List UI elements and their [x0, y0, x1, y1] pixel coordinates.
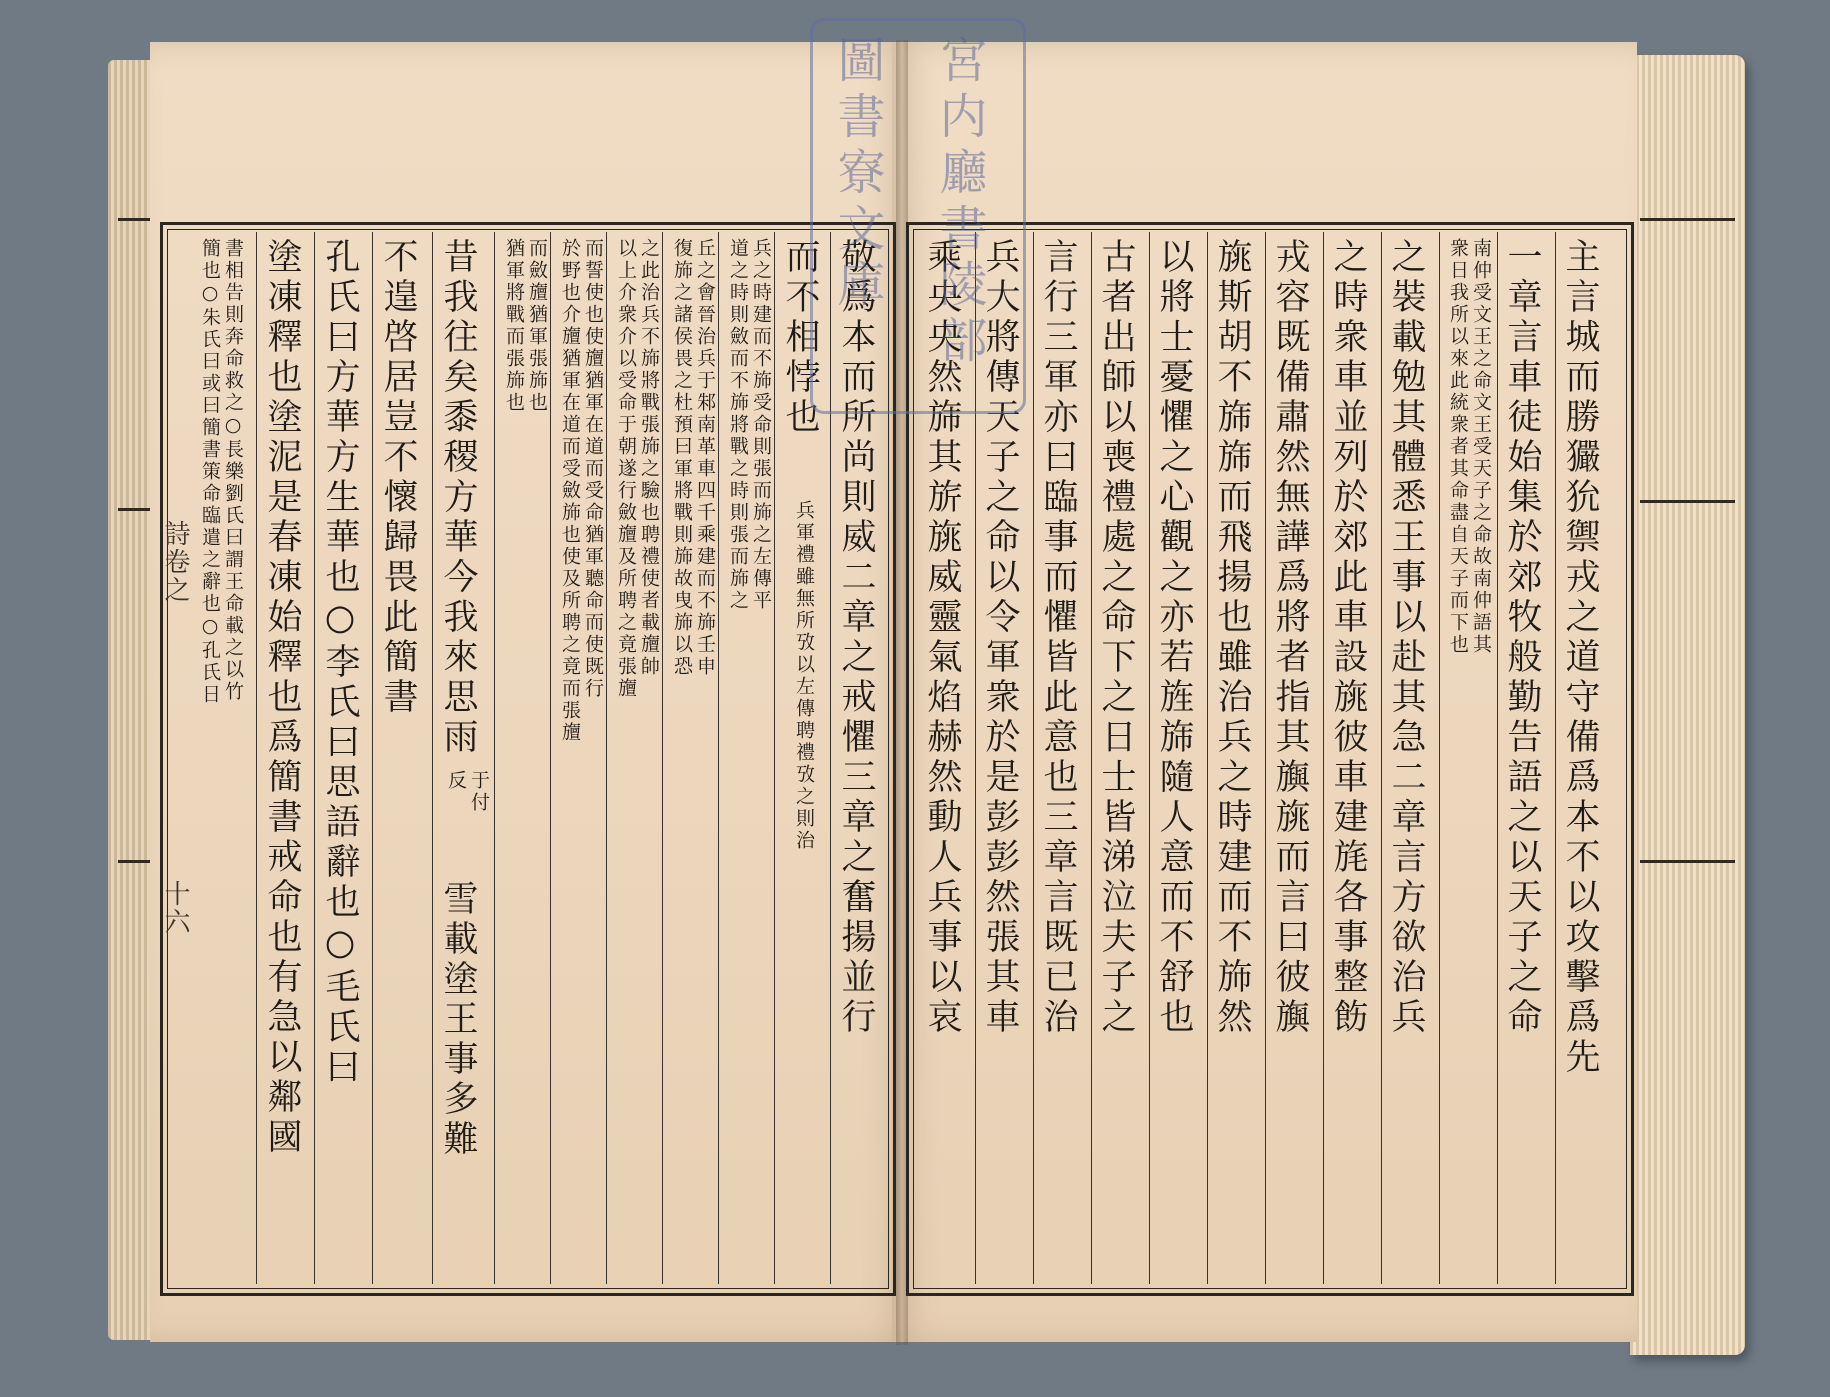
text-column: 敬爲本而所尚則威二章之戒懼三章之奮揚並行	[836, 238, 876, 1038]
commentary-column	[200, 238, 242, 1278]
text-column: 雪載塗王事多難	[438, 880, 478, 1160]
commentary-line: 兵軍禮雖無所攷以左傳聘禮攷之則治	[793, 500, 815, 852]
commentary-line: 而誓使也使旜猶軍在道而受命猶軍聽命而使既行	[582, 238, 604, 700]
text-column: 昔我往矣黍稷方華今我來思雨	[438, 238, 478, 758]
right-page-block-edge	[1630, 55, 1745, 1355]
text-column: 之時衆車並列於郊此車設旐彼車建旄各事整飭	[1328, 238, 1368, 1038]
stamp-text: 圖書寮文庫	[829, 35, 885, 315]
column-rule	[372, 232, 373, 1284]
commentary-column	[560, 238, 602, 1278]
text-column: 主言城而勝玁狁禦戎之道守備爲本不以攻擊爲先	[1560, 238, 1600, 1078]
commentary-line: 簡也○朱氏曰或曰簡書策命臨遣之辭也○孔氏日	[199, 238, 221, 706]
column-rule	[1149, 232, 1150, 1284]
margin-label: 詩卷之	[160, 520, 190, 604]
column-rule	[1207, 232, 1208, 1284]
commentary-line: 於野也介旜猶軍在道而受斂斾也使及所聘之竟而張旜	[559, 238, 581, 744]
column-rule	[1091, 232, 1092, 1284]
text-column: 孔氏曰方華方生華也○李氏曰思語辭也○毛氏曰	[320, 238, 360, 1088]
column-rule	[550, 232, 551, 1284]
stamp-text: 宮内廳書陵部	[931, 35, 987, 371]
column-rule	[606, 232, 607, 1284]
column-rule	[1555, 232, 1556, 1284]
edge-tick	[1640, 218, 1735, 221]
text-column: 塗凍釋也塗泥是春凍始釋也爲簡書戒命也有急以鄰國	[262, 238, 302, 1158]
margin-page-number: 十六	[160, 880, 190, 936]
column-rule	[1439, 232, 1440, 1284]
commentary-line: 反	[445, 770, 467, 792]
column-rule	[314, 232, 315, 1284]
commentary-column	[446, 770, 488, 850]
commentary-line: 之此治兵不斾將戰張斾之驗也聘禮使者載旜帥	[638, 238, 660, 678]
text-column: 之裝載勉其體悉王事以赴其急二章言方欲治兵	[1386, 238, 1426, 1038]
commentary-line: 而斂旜猶軍張斾也	[526, 238, 548, 414]
commentary-column	[672, 238, 714, 1278]
commentary-line: 南仲受文王之命文王受天子之命故南仲語其	[1470, 238, 1492, 656]
edge-tick	[1640, 860, 1735, 863]
commentary-line: 于付	[468, 770, 490, 814]
commentary-line: 猶軍將戰而張斾也	[503, 238, 525, 414]
commentary-line: 丘之會晉治兵于邾南革車四千乘建而不斾壬申	[694, 238, 716, 678]
commentary-line: 兵之時建而不斾受命則張而斾之左傳平	[750, 238, 772, 612]
column-rule	[662, 232, 663, 1284]
text-column: 乘央央然旆其旂旐威靈氣焰赫然動人兵事以哀	[922, 238, 962, 1038]
library-seal-stamp	[810, 18, 1026, 414]
text-column: 不遑啓居豈不懷歸畏此簡書	[378, 238, 418, 718]
commentary-column	[1448, 238, 1490, 1278]
column-rule	[1381, 232, 1382, 1284]
commentary-line: 道之時則斂而不斾將戰之時則張而斾之	[727, 238, 749, 612]
column-rule	[1497, 232, 1498, 1284]
column-rule	[432, 232, 433, 1284]
column-rule	[1033, 232, 1034, 1284]
commentary-line: 以上介衆介以受命于朝遂行斂旜及所聘之竟張旜	[615, 238, 637, 700]
column-rule	[1323, 232, 1324, 1284]
text-column: 旐斯胡不旆旆而飛揚也雖治兵之時建而不斾然	[1212, 238, 1252, 1038]
commentary-line: 書相告則奔命救之○長樂劉氏曰謂王命載之以竹	[222, 238, 244, 703]
column-rule	[718, 232, 719, 1284]
commentary-line: 復斾之諸侯畏之杜預曰軍將戰則斾故曳斾以恐	[671, 238, 693, 678]
text-column: 言行三軍亦曰臨事而懼皆此意也三章言既已治	[1038, 238, 1078, 1038]
text-column: 而不相悖也	[780, 238, 820, 438]
text-column: 一章言車徒始集於郊牧般勤告語之以天子之命	[1502, 238, 1542, 1038]
column-rule	[494, 232, 495, 1284]
text-column: 兵大將傳天子之命以令軍衆於是彭彭然張其車	[980, 238, 1020, 1038]
text-column: 以將士憂懼之心觀之亦若旌旆隨人意而不舒也	[1154, 238, 1194, 1038]
column-rule	[1265, 232, 1266, 1284]
text-column: 古者出師以喪禮處之命下之日士皆涕泣夫子之	[1096, 238, 1136, 1038]
text-column: 戎容既備肅然無譁爲將者指其旟旐而言曰彼旟	[1270, 238, 1310, 1038]
edge-tick	[1640, 500, 1735, 503]
commentary-column	[504, 238, 546, 1278]
commentary-line: 衆日我所以來此統衆者其命盡自天子而下也	[1447, 238, 1469, 656]
commentary-column	[616, 238, 658, 1278]
commentary-column	[728, 238, 770, 1278]
column-rule	[256, 232, 257, 1284]
column-rule	[774, 232, 775, 1284]
